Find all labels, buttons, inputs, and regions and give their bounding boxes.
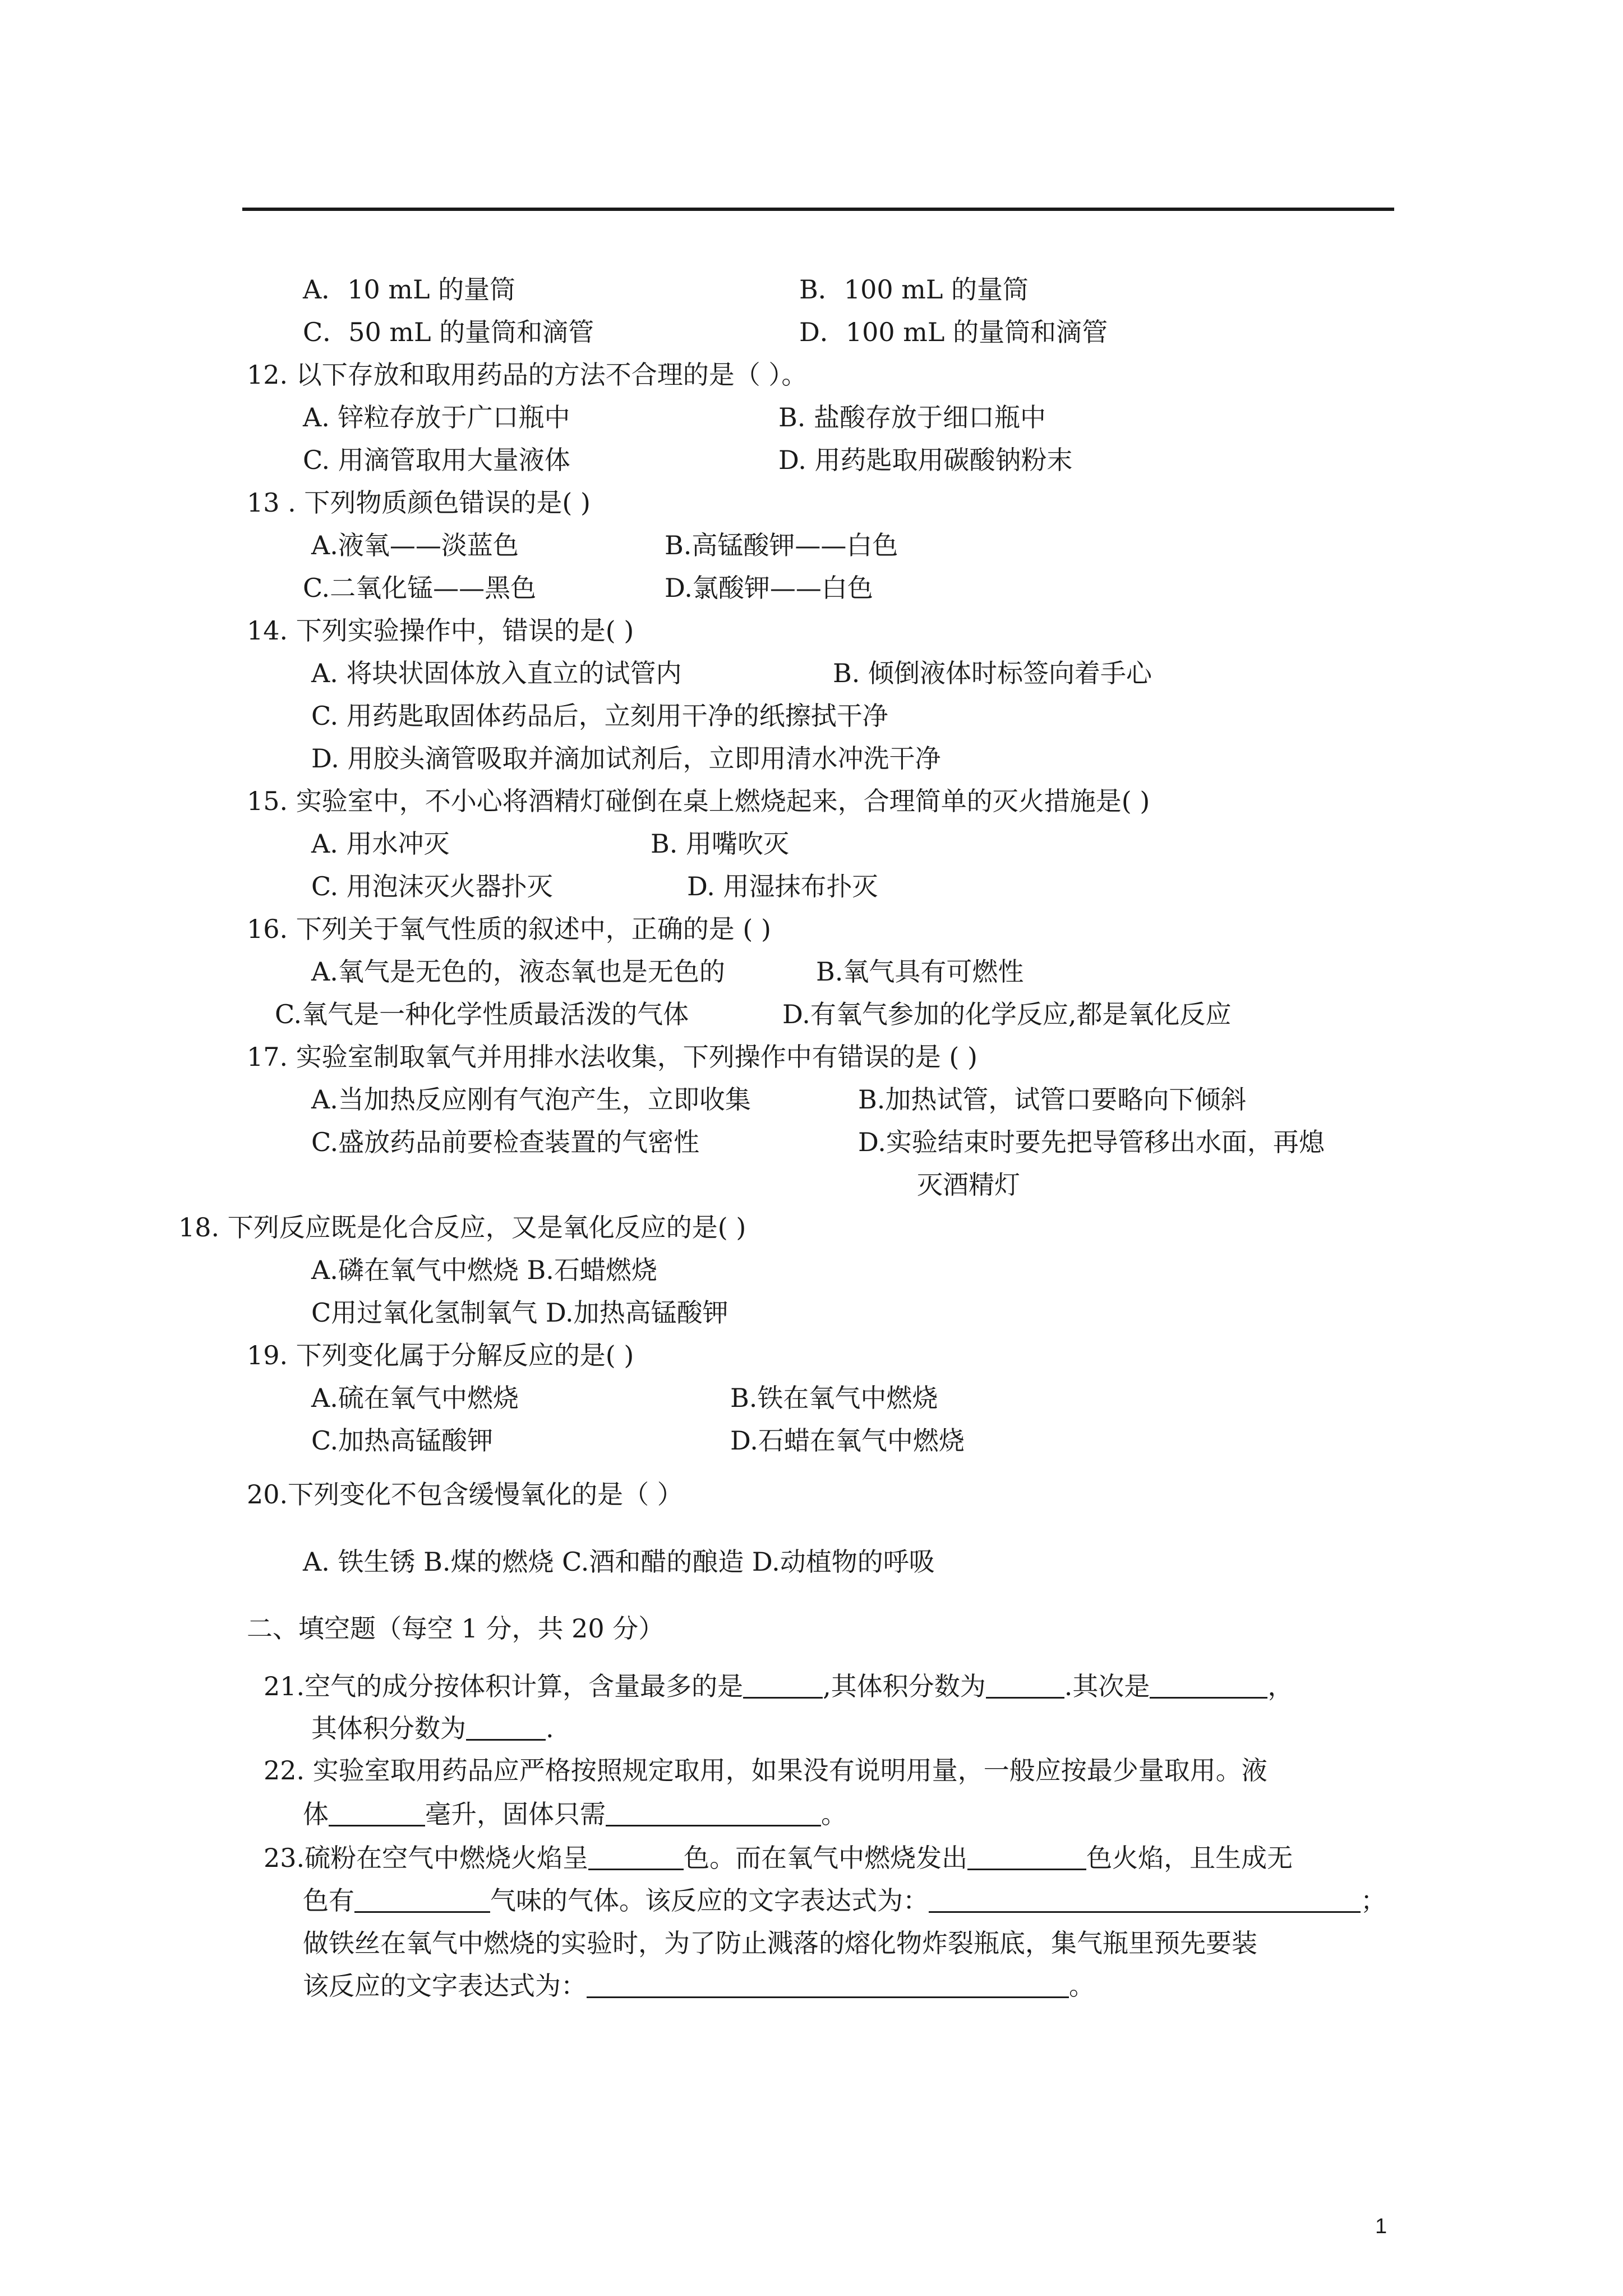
q23-blank-4[interactable] (929, 1888, 1361, 1913)
q12-option-a: A. 锌粒存放于广口瓶中 (303, 402, 570, 432)
page-number: 1 (1375, 2215, 1387, 2238)
q22-line-1: 22. 实验室取用药品应严格按照规定取用，如果没有说明用量，一般应按最少量取用。液 (264, 1755, 1267, 1786)
q21-text: ,其体积分数为 (823, 1671, 986, 1701)
section-title: 二、填空题（每空 1 分，共 20 分） (247, 1613, 665, 1644)
q19-stem: 19. 下列变化属于分解反应的是( ) (247, 1340, 634, 1370)
q23-text: 气味的气体。该反应的文字表达式为： (490, 1885, 929, 1916)
q21-text: . (546, 1713, 554, 1743)
q11-option-d: D．100 mL 的量筒和滴管 (799, 317, 1108, 347)
q16-option-c: C.氧气是一种化学性质最活泼的气体 (275, 999, 689, 1029)
q22-text: 。 (821, 1799, 847, 1829)
q17-option-d-continued: 灭酒精灯 (917, 1170, 1020, 1200)
q21-line-1 (264, 1673, 1293, 1699)
q21-text: .其次是 (1064, 1671, 1150, 1701)
q15-option-d: D. 用湿抹布扑灭 (687, 871, 878, 901)
q12-stem: 12. 以下存放和取用药品的方法不合理的是（ ）。 (247, 360, 808, 390)
q16-option-a: A.氧气是无色的，液态氧也是无色的 (311, 956, 725, 987)
q11-option-a: A．10 mL 的量筒 (303, 274, 516, 305)
q17-option-c: C.盛放药品前要检查装置的气密性 (311, 1127, 700, 1157)
q11-option-c: C．50 mL 的量筒和滴管 (303, 317, 594, 347)
q23-text: 色有 (303, 1885, 354, 1916)
q21-text: 其体积分数为 (311, 1713, 466, 1743)
q15-stem: 15. 实验室中，不小心将酒精灯碰倒在桌上燃烧起来，合理简单的灭火措施是( ) (247, 786, 1150, 816)
q16-option-d: D.有氧气参加的化学反应,都是氧化反应 (782, 999, 1232, 1029)
q14-option-c: C. 用药匙取固体药品后，立刻用干净的纸擦拭干净 (311, 701, 888, 731)
q19-option-a: A.硫在氧气中燃烧 (311, 1383, 519, 1413)
q18-options-ab: A.磷在氧气中燃烧 B.石蜡燃烧 (311, 1255, 657, 1285)
q17-option-a: A.当加热反应刚有气泡产生，立即收集 (311, 1084, 751, 1115)
q21-blank-1[interactable] (743, 1673, 823, 1699)
q22-text: 体 (303, 1799, 329, 1829)
q21-blank-4[interactable] (466, 1715, 546, 1741)
q23-text: 23.硫粉在空气中燃烧火焰呈 (264, 1843, 589, 1873)
q22-line-2 (303, 1801, 847, 1827)
q23-text: 。 (1069, 1971, 1095, 2001)
q12-option-b: B. 盐酸存放于细口瓶中 (778, 402, 1046, 432)
q23-blank-5[interactable] (587, 1973, 1069, 1998)
q23-text: 色。而在氧气中燃烧发出 (684, 1843, 968, 1873)
q13-option-b: B.高锰酸钾——白色 (665, 530, 898, 560)
q17-option-b: B.加热试管，试管口要略向下倾斜 (858, 1084, 1247, 1115)
q21-blank-3[interactable] (1150, 1673, 1267, 1699)
q19-option-b: B.铁在氧气中燃烧 (730, 1383, 938, 1413)
q15-option-a: A. 用水冲灭 (311, 829, 450, 859)
q12-option-d: D. 用药匙取用碳酸钠粉末 (778, 445, 1073, 475)
q23-blank-1[interactable] (588, 1845, 684, 1870)
q15-option-c: C. 用泡沫灭火器扑灭 (311, 871, 553, 901)
q18-options-cd: C用过氧化氢制氧气 D.加热高锰酸钾 (311, 1297, 728, 1328)
q19-option-c: C.加热高锰酸钾 (311, 1425, 494, 1456)
q16-stem: 16. 下列关于氧气性质的叙述中，正确的是 ( ) (247, 914, 771, 944)
q13-option-d: D.氯酸钾——白色 (665, 573, 873, 603)
q21-line-2 (311, 1715, 554, 1741)
q20-stem: 20.下列变化不包含缓慢氧化的是（ ） (247, 1479, 683, 1510)
q13-stem: 13 . 下列物质颜色错误的是( ) (247, 487, 591, 518)
header-rule (242, 208, 1394, 211)
q23-text: 色火焰，且生成无 (1086, 1843, 1293, 1873)
q21-blank-2[interactable] (986, 1673, 1064, 1699)
q15-option-b: B. 用嘴吹灭 (651, 829, 790, 859)
q18-stem: 18. 下列反应既是化合反应，又是氧化反应的是( ) (178, 1212, 746, 1243)
q23-blank-2[interactable] (967, 1845, 1086, 1870)
q21-text: 21.空气的成分按体积计算，含量最多的是 (264, 1671, 744, 1701)
q14-option-b: B. 倾倒液体时标签向着手心 (833, 658, 1152, 688)
q17-stem: 17. 实验室制取氧气并用排水法收集，下列操作中有错误的是 ( ) (247, 1042, 978, 1072)
q23-text: ； (1361, 1885, 1386, 1916)
q11-option-b: B．100 mL 的量筒 (799, 274, 1029, 305)
q23-text: 该反应的文字表达式为： (303, 1971, 587, 2001)
q16-option-b: B.氧气具有可燃性 (816, 956, 1024, 987)
q23-line-3: 做铁丝在氧气中燃烧的实验时，为了防止溅落的熔化物炸裂瓶底，集气瓶里预先要装 (303, 1928, 1257, 1958)
q12-option-c: C. 用滴管取用大量液体 (303, 445, 570, 475)
q14-option-a: A. 将块状固体放入直立的试管内 (311, 658, 682, 688)
q19-option-d: D.石蜡在氧气中燃烧 (730, 1425, 965, 1456)
q22-text: 毫升，固体只需 (425, 1799, 606, 1829)
q14-stem: 14. 下列实验操作中，错误的是( ) (247, 615, 634, 646)
q23-line-2 (303, 1885, 1386, 1916)
q23-line-1 (264, 1845, 1293, 1871)
q22-blank-1[interactable] (329, 1801, 425, 1826)
q14-option-d: D. 用胶头滴管吸取并滴加试剂后，立即用清水冲洗干净 (311, 743, 941, 774)
q17-option-d: D.实验结束时要先把导管移出水面，再熄 (858, 1127, 1325, 1157)
q13-option-a: A.液氧——淡蓝色 (311, 530, 519, 560)
q13-option-c: C.二氧化锰——黑色 (303, 573, 537, 603)
q21-text: ， (1267, 1671, 1294, 1701)
q22-blank-2[interactable] (606, 1801, 821, 1826)
q23-line-4 (303, 1973, 1095, 1999)
q20-options: A. 铁生锈 B.煤的燃烧 C.酒和醋的酿造 D.动植物的呼吸 (303, 1547, 935, 1577)
q23-blank-3[interactable] (354, 1888, 490, 1913)
